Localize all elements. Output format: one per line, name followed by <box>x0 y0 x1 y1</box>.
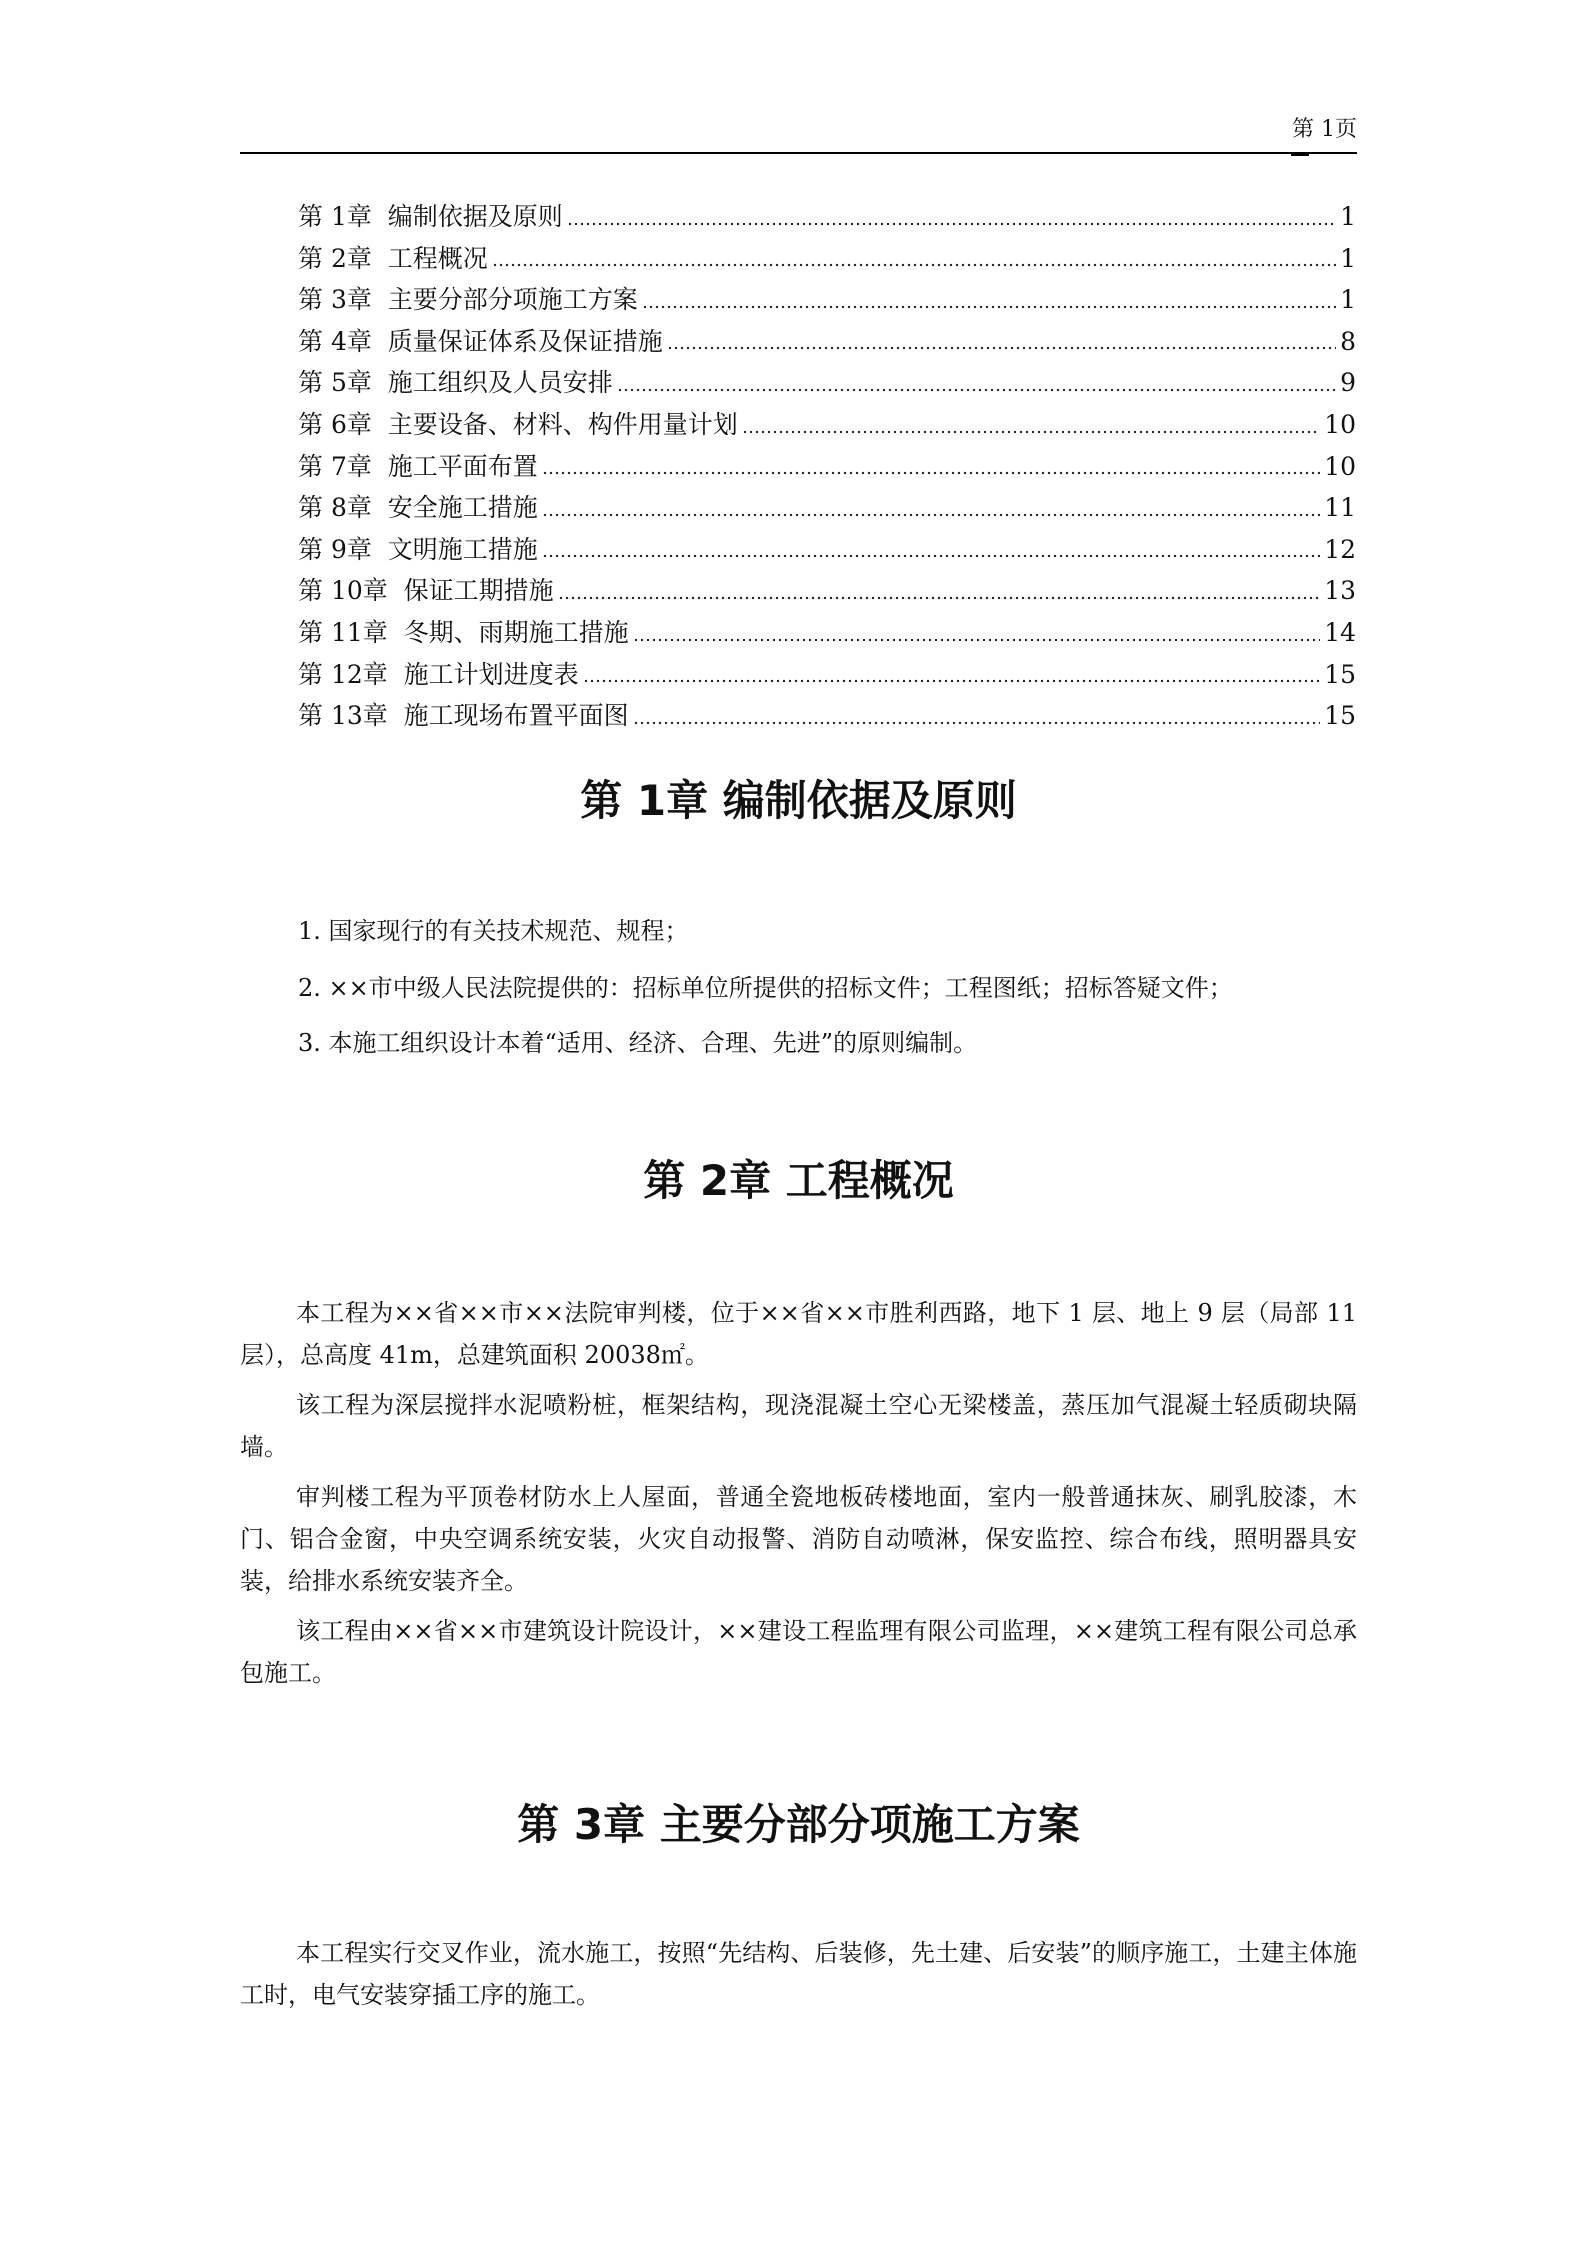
toc-title: 主要设备、材料、构件用量计划 <box>387 409 738 439</box>
chapter-3-heading: 第 3章 主要分部分项施工方案 <box>517 1800 1080 1849</box>
page-header <box>240 108 1357 154</box>
toc-leader <box>617 387 1336 393</box>
toc-chapter: 第 4章 <box>298 326 372 356</box>
toc-title: 保证工期措施 <box>403 576 554 606</box>
toc-page: 1 <box>1340 285 1356 315</box>
chapter-2-heading: 第 2章 工程概况 <box>643 1156 954 1205</box>
toc-leader <box>542 470 1320 476</box>
toc-title: 编制依据及原则 <box>387 202 563 231</box>
toc-leader <box>542 553 1320 559</box>
toc-page: 14 <box>1324 617 1356 647</box>
toc-title: 文明施工措施 <box>387 534 538 564</box>
toc-title: 施工组织及人员安排 <box>387 368 613 398</box>
toc-chapter: 第 8章 <box>298 493 372 523</box>
toc-entry[interactable] <box>298 695 1356 737</box>
toc-page: 1 <box>1340 202 1356 231</box>
toc-leader <box>633 637 1321 643</box>
toc-leader <box>567 221 1336 227</box>
basis-item-1: 1. 国家现行的有关技术规范、规程； <box>298 917 689 945</box>
toc-leader <box>742 429 1320 435</box>
overview-paragraph-3: 审判楼工程为平顶卷材防水上人屋面，普通全瓷地板砖楼地面，室内一般普通抹灰、刷乳胶漆，木门、铝合金窗，中央空调系统安装，火灾自动报警、消防自动喷淋，保安监控、综合布线，照明器具安装，给排水系统安装齐全。 <box>240 1483 1357 1595</box>
toc-title: 冬期、雨期施工措施 <box>403 617 629 647</box>
toc-page: 1 <box>1340 243 1356 273</box>
toc-title: 安全施工措施 <box>387 493 538 523</box>
toc-page: 10 <box>1324 409 1356 439</box>
toc-entry[interactable] <box>298 529 1356 571</box>
toc-entry[interactable] <box>298 362 1356 404</box>
toc-leader <box>667 345 1336 351</box>
toc-leader <box>642 304 1336 310</box>
toc-entry[interactable] <box>298 570 1356 612</box>
toc-title: 工程概况 <box>387 243 488 273</box>
toc-entry[interactable] <box>298 446 1356 488</box>
overview-paragraph-4: 该工程由××省××市建筑设计院设计，××建设工程监理有限公司监理，××建筑工程有限公司总承包施工。 <box>240 1617 1357 1687</box>
toc-leader <box>542 512 1320 518</box>
toc-title: 施工现场布置平面图 <box>403 701 629 731</box>
toc-chapter: 第 12章 <box>298 659 388 689</box>
toc-title: 主要分部分项施工方案 <box>387 285 638 315</box>
toc-entry[interactable] <box>298 196 1356 238</box>
toc-chapter: 第 3章 <box>298 285 372 315</box>
overview-paragraph-2: 该工程为深层搅拌水泥喷粉桩，框架结构，现浇混凝土空心无梁楼盖，蒸压加气混凝土轻质砌块隔墙。 <box>240 1391 1357 1461</box>
toc-chapter: 第 11章 <box>298 617 388 647</box>
toc-chapter: 第 9章 <box>298 534 372 564</box>
toc-page: 13 <box>1324 576 1356 606</box>
toc-chapter: 第 13章 <box>298 701 388 731</box>
toc-title: 施工计划进度表 <box>403 659 579 689</box>
overview-paragraph-1: 本工程为××省××市××法院审判楼，位于××省××市胜利西路，地下 1 层、地上 9 层（局部 11 层），总高度 41m，总建筑面积 20038㎡。 <box>240 1299 1357 1369</box>
toc-page: 9 <box>1340 368 1356 398</box>
toc-entry[interactable] <box>298 487 1356 529</box>
toc-chapter: 第 5章 <box>298 368 372 398</box>
toc-chapter: 第 1章 <box>298 202 372 231</box>
plan-paragraph-1: 本工程实行交叉作业，流水施工，按照“先结构、后装修，先土建、后安装”的顺序施工，土建主体施工时，电气安装穿插工序的施工。 <box>240 1939 1357 2009</box>
basis-item-2: 2. ××市中级人民法院提供的：招标单位所提供的招标文件；工程图纸；招标答疑文件； <box>298 974 1233 1002</box>
toc-title: 施工平面布置 <box>387 451 538 481</box>
toc-entry[interactable] <box>298 321 1356 363</box>
table-of-contents <box>298 196 1356 737</box>
toc-title: 质量保证体系及保证措施 <box>387 326 663 356</box>
toc-leader <box>633 720 1321 726</box>
toc-page: 15 <box>1324 701 1356 731</box>
toc-entry[interactable] <box>298 238 1356 280</box>
toc-chapter: 第 10章 <box>298 576 388 606</box>
toc-entry[interactable] <box>298 612 1356 654</box>
page-number-underline <box>1291 152 1309 156</box>
toc-page: 10 <box>1324 451 1356 481</box>
toc-leader <box>583 678 1321 684</box>
toc-page: 12 <box>1324 534 1356 564</box>
toc-chapter: 第 7章 <box>298 451 372 481</box>
toc-page: 11 <box>1324 493 1356 523</box>
toc-leader <box>558 595 1321 601</box>
toc-page: 8 <box>1340 326 1356 356</box>
toc-leader <box>492 262 1336 268</box>
chapter-1-heading: 第 1章 编制依据及原则 <box>580 776 1017 825</box>
page-number: 第 1页 <box>1292 117 1357 142</box>
toc-page: 15 <box>1324 659 1356 689</box>
toc-entry[interactable] <box>298 654 1356 696</box>
basis-item-3: 3. 本施工组织设计本着“适用、经济、合理、先进”的原则编制。 <box>298 1029 978 1057</box>
toc-chapter: 第 6章 <box>298 409 372 439</box>
toc-entry[interactable] <box>298 279 1356 321</box>
toc-entry[interactable] <box>298 404 1356 446</box>
toc-chapter: 第 2章 <box>298 243 372 273</box>
